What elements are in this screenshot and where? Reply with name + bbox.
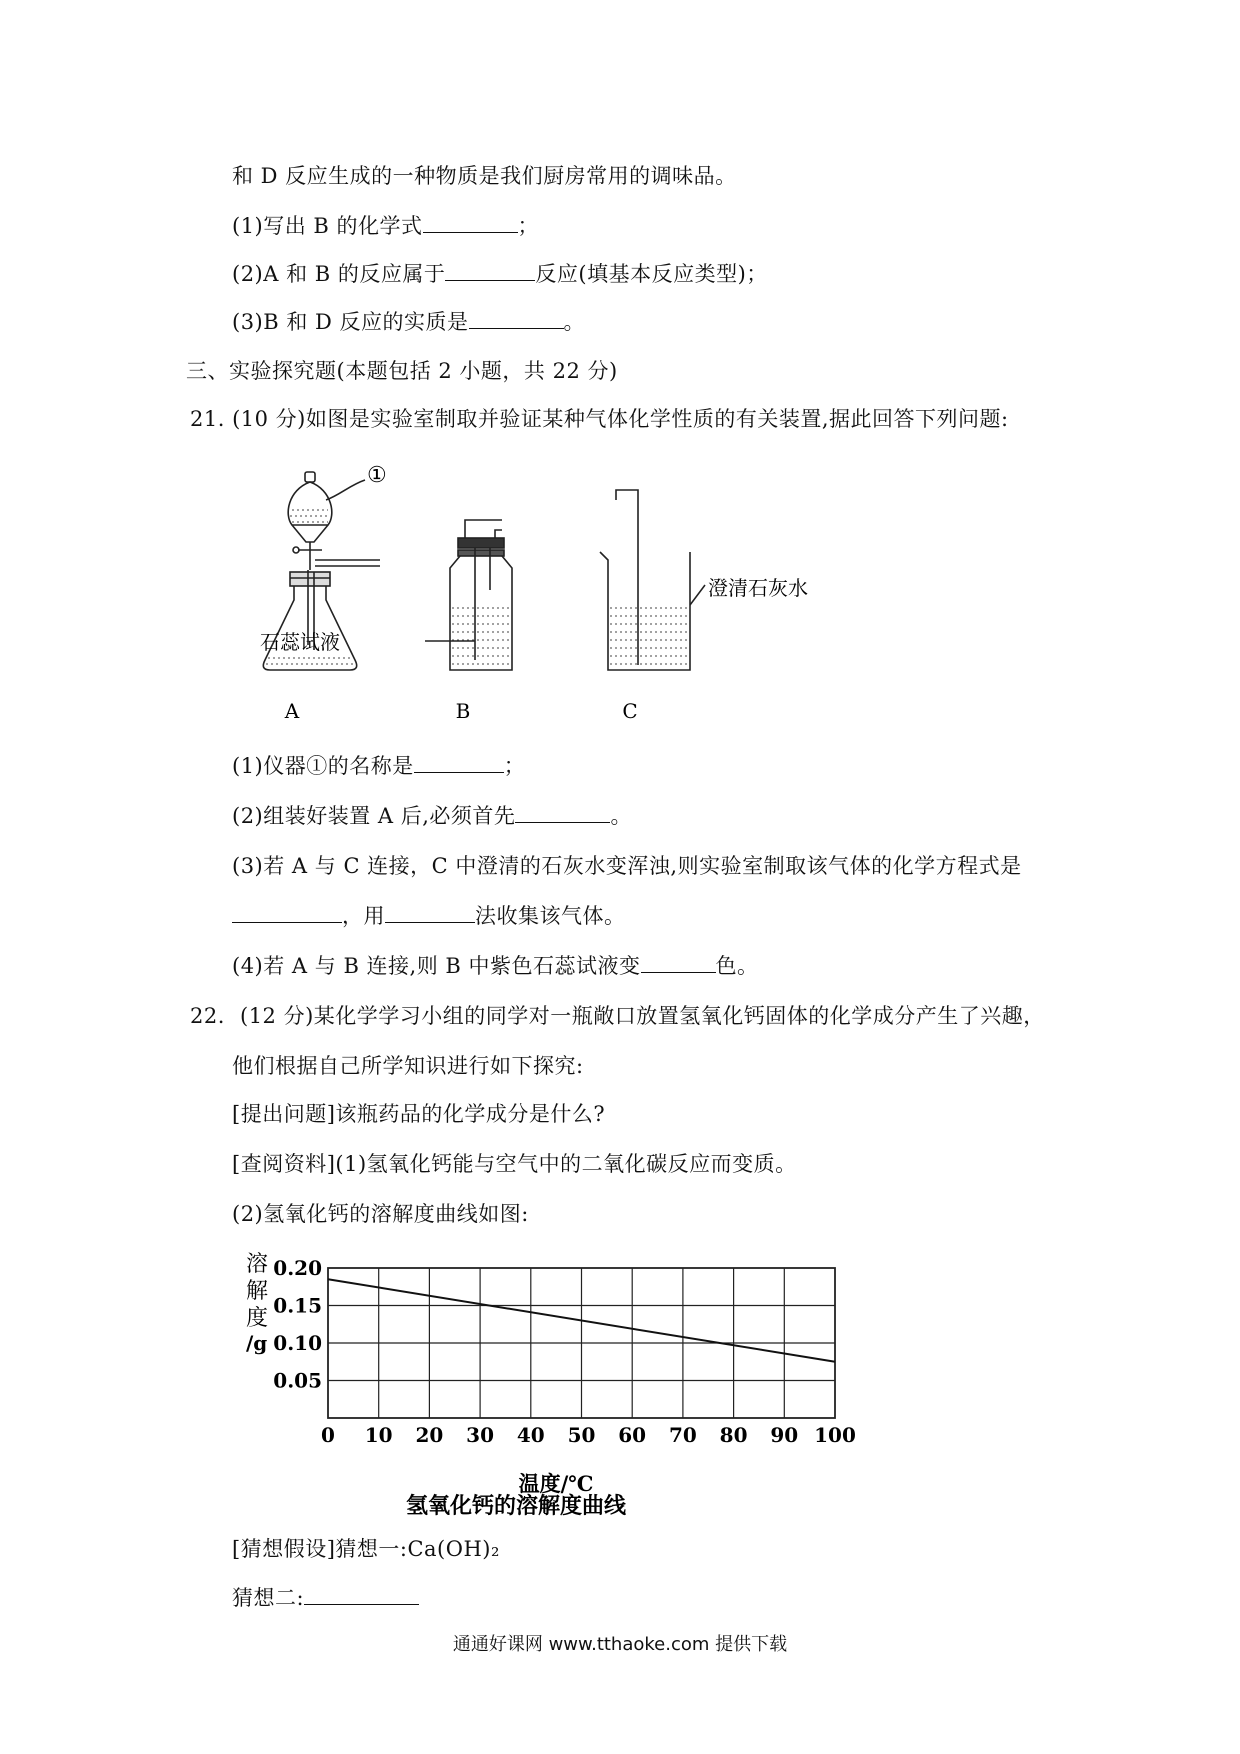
question-21-3-end: 法收集该气体。 [475, 904, 626, 928]
answer-blank[interactable] [385, 902, 475, 923]
reference-1: [查阅资料](1)氢氧化钙能与空气中的二氧化碳反应而变质。 [232, 1152, 797, 1176]
chart-y-label-1: 解 [246, 1279, 269, 1304]
caption-a: A [284, 699, 300, 723]
question-21-1-end: ； [503, 754, 526, 778]
y-tick-label: 0.20 [273, 1256, 322, 1280]
flask-stopper [290, 572, 330, 586]
question-1-end: ； [517, 214, 540, 238]
section-heading: 三、实验探究题(本题包括 2 小题，共 22 分) [186, 359, 618, 383]
answer-blank[interactable] [445, 260, 535, 281]
page-footer: 通通好课网 www.tthaoke.com 提供下载 [452, 1634, 788, 1655]
conical-flask [263, 586, 356, 670]
question-3 [232, 308, 585, 336]
chart-y-label-0: 溶 [246, 1252, 269, 1277]
question-22-number: 22. [190, 1004, 225, 1028]
answer-blank[interactable] [469, 308, 564, 329]
x-tick-label: 0 [321, 1423, 335, 1447]
x-tick-label: 10 [364, 1423, 393, 1447]
question-21-3: (3)若 A 与 C 连接，C 中澄清的石灰水变浑浊,则实验室制取该气体的化学方程式是 [232, 854, 1022, 878]
gas-bottle [450, 556, 512, 670]
y-tick-label: 0.15 [273, 1293, 322, 1318]
x-tick-label: 40 [516, 1423, 545, 1447]
caption-c: C [622, 699, 638, 723]
x-tick-label: 70 [668, 1423, 697, 1447]
question-3-text: (3)B 和 D 反应的实质是 [232, 310, 469, 334]
question-21-3-mid: ，用 [342, 904, 385, 928]
bottle-stopper [458, 538, 504, 548]
x-tick-label: 60 [618, 1423, 647, 1447]
chart-svg [236, 1245, 856, 1519]
hypothesis-2-text: 猜想二: [232, 1586, 305, 1610]
reference-2: (2)氢氧化钙的溶解度曲线如图: [232, 1202, 529, 1226]
label-limewater: 澄清石灰水 [708, 576, 808, 600]
question-22-stem: (12 分)某化学学习小组的同学对一瓶敞口放置氢氧化钙固体的化学成分产生了兴趣， [240, 1004, 1045, 1028]
apparatus-figure [260, 460, 890, 725]
question-21-1 [232, 752, 525, 780]
x-tick-label: 20 [415, 1423, 444, 1447]
question-21-2-end: 。 [610, 804, 632, 828]
hypothesis-2 [232, 1584, 419, 1612]
hypothesis-1: [猜想假设]猜想一:Ca(OH)₂ [232, 1537, 500, 1561]
question-2 [232, 260, 768, 288]
x-tick-label: 50 [567, 1423, 596, 1447]
question-21-2 [232, 802, 632, 830]
funnel-stopper [305, 472, 315, 482]
raise-question: [提出问题]该瓶药品的化学成分是什么? [232, 1102, 606, 1126]
question-21-4-end: 色。 [715, 954, 759, 978]
caption-b: B [455, 699, 471, 723]
answer-blank[interactable] [232, 902, 342, 923]
question-21-stem: 21. (10 分)如图是实验室制取并验证某种气体化学性质的有关装置,据此回答下列问题: [190, 407, 1009, 431]
question-21-3-cont [232, 902, 626, 930]
question-2-end: 反应(填基本反应类型)； [535, 262, 768, 286]
question-21-4 [232, 952, 759, 980]
beaker-tube [616, 490, 638, 665]
x-tick-label: 100 [814, 1423, 856, 1447]
question-22-stem-cont: 他们根据自己所学知识进行如下探究: [232, 1054, 584, 1078]
text-line: 和 D 反应生成的一种物质是我们厨房常用的调味品。 [232, 164, 737, 188]
question-1 [232, 212, 539, 240]
answer-blank[interactable] [515, 802, 610, 823]
answer-blank[interactable] [414, 752, 504, 773]
answer-blank[interactable] [641, 952, 716, 973]
question-1-text: (1)写出 B 的化学式 [232, 214, 423, 238]
solubility-chart [236, 1245, 856, 1519]
answer-blank[interactable] [423, 212, 518, 233]
chart-y-label-2: 度 [246, 1306, 269, 1331]
chart-y-label-3: /g [246, 1331, 268, 1355]
marker-leader [326, 480, 365, 500]
funnel-body [288, 482, 332, 525]
question-21-1-text: (1)仪器①的名称是 [232, 754, 414, 778]
label-litmus: 石蕊试液 [260, 630, 340, 654]
label-leader-c [690, 585, 705, 605]
x-tick-label: 90 [770, 1423, 799, 1447]
answer-blank[interactable] [304, 1584, 419, 1605]
y-tick-label: 0.10 [273, 1331, 322, 1355]
y-tick-label: 0.05 [273, 1368, 322, 1393]
x-tick-label: 80 [719, 1423, 748, 1447]
funnel-taper [292, 525, 328, 542]
chart-title: 氢氧化钙的溶解度曲线 [405, 1493, 627, 1519]
question-21-2-text: (2)组装好装置 A 后,必须首先 [232, 804, 516, 828]
question-2-text: (2)A 和 B 的反应属于 [232, 262, 446, 286]
chart-x-label: 温度/℃ [518, 1471, 594, 1496]
x-tick-label: 30 [466, 1423, 495, 1447]
question-3-end: 。 [563, 310, 586, 334]
beaker [600, 552, 690, 670]
question-21-4-text: (4)若 A 与 B 连接,则 B 中紫色石蕊试液变 [232, 954, 641, 978]
marker-label: ① [367, 463, 387, 488]
